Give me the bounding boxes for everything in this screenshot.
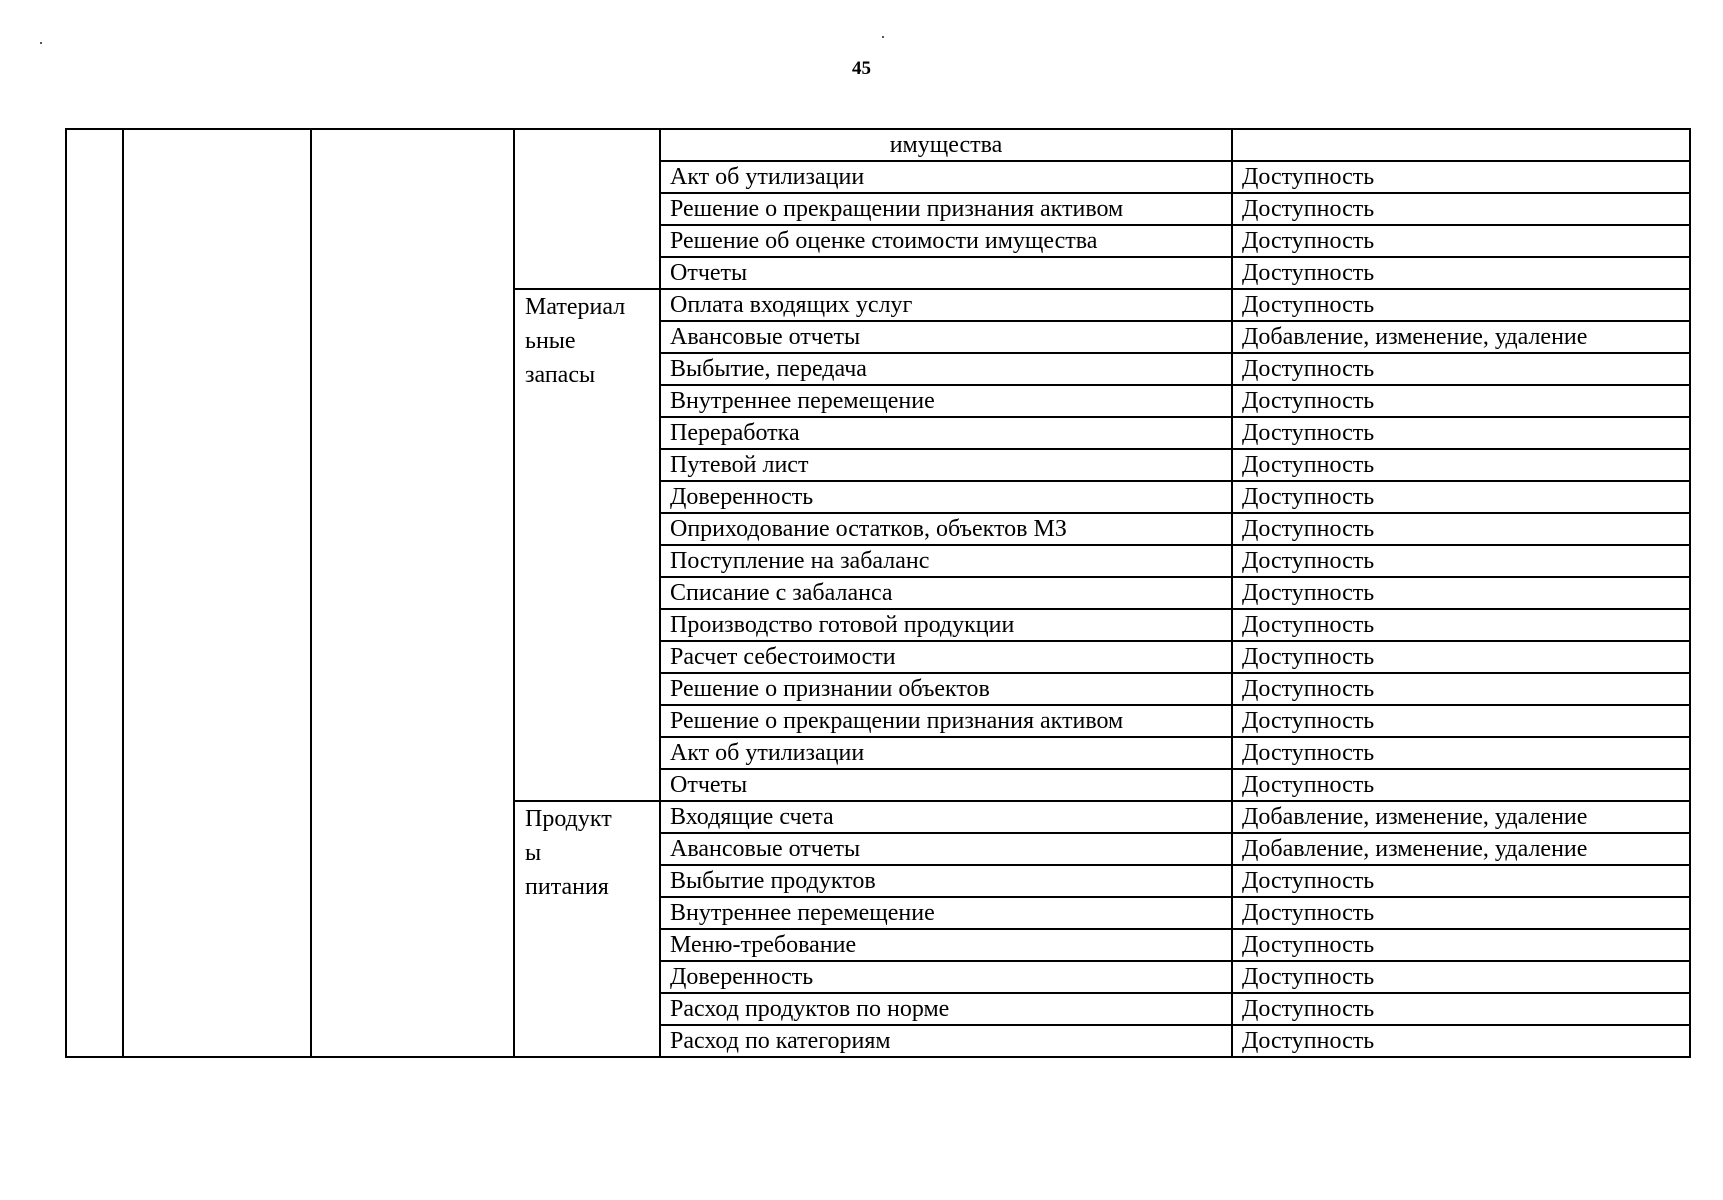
access-cell: Доступность: [1232, 929, 1690, 961]
document-cell: Списание с забаланса: [660, 577, 1232, 609]
access-cell: Доступность: [1232, 577, 1690, 609]
group-name-line: Продукт: [525, 806, 612, 832]
document-cell: Решение о прекращении признания активом: [660, 705, 1232, 737]
column-2-cell: [123, 129, 311, 1057]
document-cell: Расчет себестоимости: [660, 641, 1232, 673]
access-cell: Доступность: [1232, 769, 1690, 801]
group-cell-continued: [514, 129, 660, 289]
document-cell: Производство готовой продукции: [660, 609, 1232, 641]
access-cell: Доступность: [1232, 545, 1690, 577]
access-cell: Доступность: [1232, 705, 1690, 737]
document-cell: Авансовые отчеты: [660, 321, 1232, 353]
access-cell: Доступность: [1232, 353, 1690, 385]
document-cell: Переработка: [660, 417, 1232, 449]
access-cell: Доступность: [1232, 641, 1690, 673]
document-cell: Меню-требование: [660, 929, 1232, 961]
column-1-cell: [66, 129, 123, 1057]
access-cell: Доступность: [1232, 865, 1690, 897]
access-cell: Доступность: [1232, 161, 1690, 193]
document-cell: Отчеты: [660, 257, 1232, 289]
document-cell: Внутреннее перемещение: [660, 897, 1232, 929]
scan-speck: [40, 42, 42, 44]
access-cell: Доступность: [1232, 257, 1690, 289]
access-rights-table: [65, 128, 1691, 1058]
access-cell: Доступность: [1232, 449, 1690, 481]
access-cell: Добавление, изменение, удаление: [1232, 833, 1690, 865]
access-cell: Доступность: [1232, 897, 1690, 929]
access-cell: Доступность: [1232, 993, 1690, 1025]
group-name-cell: [514, 801, 660, 1057]
document-cell: Акт об утилизации: [660, 161, 1232, 193]
access-cell: Доступность: [1232, 289, 1690, 321]
access-cell: Доступность: [1232, 737, 1690, 769]
document-cell: Выбытие продуктов: [660, 865, 1232, 897]
document-cell: Входящие счета: [660, 801, 1232, 833]
document-cell: Решение о прекращении признания активом: [660, 193, 1232, 225]
document-cell: Решение о признании объектов: [660, 673, 1232, 705]
group-name-line: ы: [525, 840, 542, 866]
document-cell: Доверенность: [660, 481, 1232, 513]
group-name-line: Материал: [525, 294, 626, 320]
group-name-cell: [514, 289, 660, 801]
access-cell: Доступность: [1232, 673, 1690, 705]
document-cell: Расход продуктов по норме: [660, 993, 1232, 1025]
access-cell: Доступность: [1232, 961, 1690, 993]
access-cell: Доступность: [1232, 225, 1690, 257]
group-name-line: запасы: [525, 362, 596, 388]
page-number: 45: [852, 58, 871, 79]
document-cell: Решение об оценке стоимости имущества: [660, 225, 1232, 257]
document-cell: Путевой лист: [660, 449, 1232, 481]
document-cell: Поступление на забаланс: [660, 545, 1232, 577]
document-cell: Оплата входящих услуг: [660, 289, 1232, 321]
access-cell: [1232, 129, 1690, 161]
access-cell: Добавление, изменение, удаление: [1232, 321, 1690, 353]
document-cell: Выбытие, передача: [660, 353, 1232, 385]
group-name-line: питания: [525, 874, 609, 900]
access-cell: Доступность: [1232, 481, 1690, 513]
document-cell: Акт об утилизации: [660, 737, 1232, 769]
access-cell: Доступность: [1232, 417, 1690, 449]
access-cell: Добавление, изменение, удаление: [1232, 801, 1690, 833]
table-row: [66, 129, 1690, 161]
document-cell: Отчеты: [660, 769, 1232, 801]
access-cell: Доступность: [1232, 513, 1690, 545]
document-cell: Авансовые отчеты: [660, 833, 1232, 865]
document-cell: имущества: [660, 129, 1232, 161]
table-body: [66, 129, 1690, 1057]
document-cell: Расход по категориям: [660, 1025, 1232, 1057]
group-name-line: ьные: [525, 328, 576, 354]
access-cell: Доступность: [1232, 609, 1690, 641]
document-cell: Доверенность: [660, 961, 1232, 993]
scan-speck: [882, 36, 884, 38]
access-cell: Доступность: [1232, 193, 1690, 225]
column-3-cell: [311, 129, 514, 1057]
access-cell: Доступность: [1232, 1025, 1690, 1057]
document-cell: Внутреннее перемещение: [660, 385, 1232, 417]
document-cell: Оприходование остатков, объектов МЗ: [660, 513, 1232, 545]
access-cell: Доступность: [1232, 385, 1690, 417]
